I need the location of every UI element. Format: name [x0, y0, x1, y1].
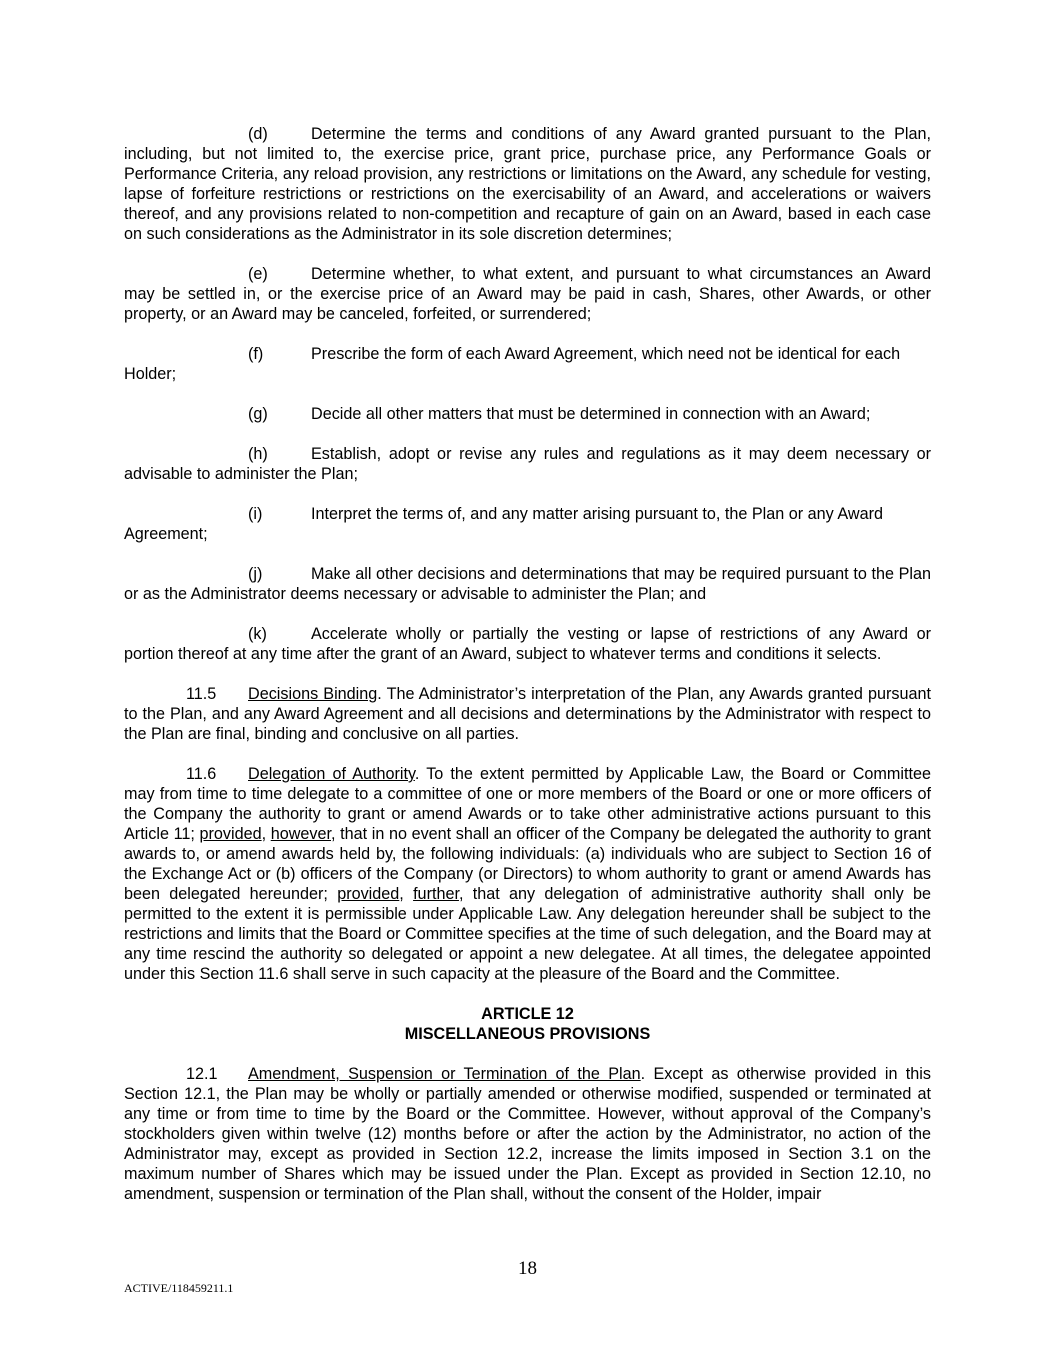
section-title: Amendment, Suspension or Termination of the Plan: [248, 1065, 641, 1083]
subsection-h: [124, 444, 931, 484]
subsection-e: [124, 264, 931, 324]
article-title: MISCELLANEOUS PROVISIONS: [404, 1025, 651, 1043]
subsection-text: Determine whether, to what extent, and pursuant to what circumstances an Award may be settled in, or the exercise price of an Award may be paid in cash, Shares, other Awards, or other property, or an Award may be canceled, forfeited, or surrendered;: [124, 265, 931, 323]
subsection-text: Decide all other matters that must be determined in connection with an Award;: [311, 405, 871, 423]
section-text: . To the extent permitted by Applicable Law, the Board or Committee may from time to time delegate to a committee of one or more members of the Board or one or more officers of the Company the authority to grant or amend Awards or to take other administrative actions pursuant to this Article 11;: [124, 765, 931, 843]
comma: ,: [399, 885, 414, 903]
section-11-5: [124, 684, 931, 744]
subsection-label: (g): [248, 405, 268, 423]
subsection-f: [124, 344, 931, 384]
document-body: [124, 124, 931, 1224]
section-text: , that any delegation of administrative authority shall only be permitted to the extent it is permissible under Applicable Law. Any delegation hereunder shall be subject to the restrictions and limits that the Board or Committee specifies at the time of such delegation, and the Board may at any time rescind the authority so delegated or appoint a new delegatee. At all times, the delegatee appointed under this Section 11.6 shall serve in such capacity at the pleasure of the Board and the Committee.: [124, 885, 931, 983]
article-number: ARTICLE 12: [481, 1005, 574, 1023]
document-id: ACTIVE/118459211.1: [124, 1281, 234, 1295]
section-number: 11.6: [186, 765, 217, 783]
subsection-text: Accelerate wholly or partially the vesting or lapse of restrictions of any Award or portion thereof at any time after the grant of an Award, subject to whatever terms and conditions it selects.: [124, 625, 931, 663]
subsection-text: Prescribe the form of each Award Agreement, which need not be identical for each Holder;: [124, 345, 901, 383]
subsection-label: (h): [248, 445, 268, 463]
subsection-g: [124, 404, 931, 424]
subsection-j: [124, 564, 931, 604]
subsection-text: Interpret the terms of, and any matter arising pursuant to, the Plan or any Award Agreement;: [124, 505, 883, 543]
subsection-label: (i): [248, 505, 263, 523]
subsection-text: Determine the terms and conditions of any Award granted pursuant to the Plan, including, but not limited to, the exercise price, grant price, purchase price, any Performance Goals or Performance Criteria, any reload provision, any restrictions or limitations on the Award, any schedule for vesting, lapse of forfeiture restrictions or restrictions on the exercisability of an Award, and accelerations or waivers thereof, and any provisions related to non-competition and recapture of gain on an Award, based in each case on such considerations as the Administrator in its sole discretion determines;: [124, 125, 931, 243]
section-title: Decisions Binding: [248, 685, 378, 703]
however-term: however: [270, 825, 332, 843]
section-12-1: [124, 1064, 931, 1204]
section-text: . Except as otherwise provided in this Section 12.1, the Plan may be wholly or partially amended or otherwise modified, suspended or terminated at any time or from time to time by the Board or the Committee. However, without approval of the Company’s stockholders given within twelve (12) months before or after the action by the Administrator, no action of the Administrator may, except as provided in Section 12.2, increase the limits imposed in Section 3.1 on the maximum number of Shares which may be issued under the Plan. Except as provided in Section 12.10, no amendment, suspension or termination of the Plan shall, without the consent of the Holder, impair: [124, 1065, 932, 1203]
comma: ,: [261, 825, 271, 843]
subsection-label: (d): [248, 125, 268, 143]
article-heading: [124, 1004, 931, 1044]
section-number: 11.5: [186, 685, 217, 703]
further-term: further: [413, 885, 459, 903]
section-text: . The Administrator’s interpretation of the Plan, any Awards granted pursuant to the Plan, and any Award Agreement and all decisions and determinations by the Administrator with respect to the Plan are final, binding and conclusive on all parties.: [124, 685, 932, 743]
subsection-label: (k): [248, 625, 267, 643]
section-number: 12.1: [186, 1065, 218, 1083]
subsection-k: [124, 624, 931, 664]
subsection-label: (e): [248, 265, 268, 283]
subsection-label: (j): [248, 565, 263, 583]
subsection-i: [124, 504, 931, 544]
section-11-6: [124, 764, 931, 984]
subsection-text: Establish, adopt or revise any rules and regulations as it may deem necessary or advisable to administer the Plan;: [124, 445, 931, 483]
subsection-d: [124, 124, 931, 244]
provided-term: provided: [199, 825, 262, 843]
section-title: Delegation of Authority: [248, 765, 415, 783]
page-number: 18: [518, 1258, 537, 1279]
subsection-text: Make all other decisions and determinations that may be required pursuant to the Plan or as the Administrator deems necessary or advisable to administer the Plan; and: [124, 565, 931, 603]
section-text: , that in no event shall an officer of the Company be delegated the authority to grant awards to, or amend awards held by, the following individuals: (a) individuals who are subject to Section 16 of the Exchange Act or (b) officers of the Company (or Directors) to whom authority to grant or amend Awards has been delegated hereunder;: [124, 825, 931, 903]
subsection-label: (f): [248, 345, 264, 363]
provided-term: provided: [337, 885, 400, 903]
